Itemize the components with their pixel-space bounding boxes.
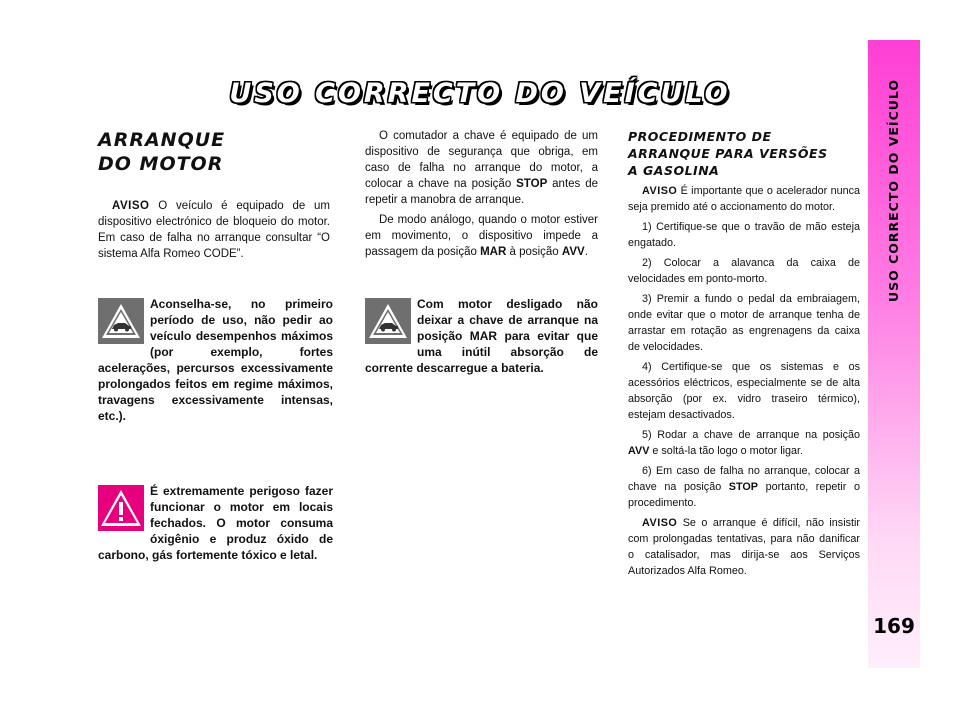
step-2: 2) Colocar a alavanca da caixa de velocidades em ponto-morto.	[628, 257, 860, 285]
aviso-paragraph	[98, 198, 330, 262]
warning-box-first-use	[98, 296, 333, 424]
text-run: e soltá-la tão logo o motor ligar.	[649, 445, 804, 457]
paragraph-stop	[365, 128, 598, 208]
warning-text: Aconselha-se, no primeiro período de uso, não pedir ao veículo desempenhos máximos (por exemplo, fortes acelerações, percursos excessivamente prolongados feitos em regime máximos, travagens excessivamente intensas, etc.).	[98, 297, 333, 423]
text-run: O comutador a chave é equipado de um dispositivo de segurança que obriga, em caso de falha no arranque do motor, a colocar a chave na posição	[365, 130, 598, 190]
car-warning-icon	[365, 298, 411, 344]
aviso-paragraph	[628, 515, 860, 579]
column-1	[98, 128, 330, 266]
heading-line: PROCEDIMENTO DE	[628, 129, 772, 144]
bold-term: STOP	[728, 481, 758, 493]
aviso-label: AVISO	[642, 185, 678, 197]
step-4: 4) Certifique-se que os sistemas e os acessórios eléctricos, especialmente se de alta absorção (por ex. vidro traseiro térmico), estejam desactivados.	[628, 361, 860, 421]
text-run: De modo análogo, quando o motor estiver em movimento, o dispositivo impede a passagem da posição	[365, 214, 598, 258]
aviso-text: O veículo é equipado de um dispositivo electrónico de bloqueio do motor. Em caso de falha no arranque consultar “O sistema Alfa Romeo CODE”.	[98, 200, 330, 260]
text-run: portanto, repetir o procedimento.	[628, 481, 860, 509]
bold-term: AVV	[628, 445, 650, 457]
step-5	[628, 427, 860, 459]
text-run: 5) Rodar a chave de arranque na posição	[642, 429, 860, 441]
aviso-label: AVISO	[642, 517, 678, 529]
section-heading-procedimento	[628, 128, 860, 179]
heading-line: ARRANQUE	[98, 129, 226, 151]
aviso-text: Se o arranque é difícil, não insistir com prolongadas tentativas, para não danificar o catalisador, mas dirija-se aos Serviços Autorizados Alfa Romeo.	[628, 517, 860, 577]
bold-term: AVV	[561, 246, 585, 258]
car-warning-icon	[98, 298, 144, 344]
aviso-label: AVISO	[112, 200, 150, 212]
step-1: 1) Certifique-se que o travão de mão esteja engatado.	[628, 221, 860, 249]
aviso-paragraph	[628, 183, 860, 215]
exclamation-warning-icon	[98, 485, 144, 531]
text-run: à posição	[506, 246, 562, 258]
column-3	[628, 128, 860, 583]
text-run: .	[584, 246, 588, 258]
warning-text: É extremamente perigoso fazer funcionar o motor em locais fechados. O motor consuma óxigênio e produz óxido de carbono, gás fortemente tóxico e letal.	[98, 484, 333, 562]
warning-box-danger	[98, 483, 333, 563]
step-6	[628, 463, 860, 511]
heading-line: A GASOLINA	[628, 163, 720, 178]
text-run: antes de repetir a manobra de arranque.	[365, 178, 598, 206]
bold-term: STOP	[516, 178, 548, 190]
step-3: 3) Premir a fundo o pedal da embraiagem, onde evitar que o motor de arranque tenha de arrastar em rotação as engrenagens da caixa de velocidades.	[628, 293, 860, 353]
heading-line: ARRANQUE PARA VERSÕES	[628, 146, 828, 161]
warning-text: Com motor desligado não deixar a chave de arranque na posição MAR para evitar que uma inútil absorção de corrente descarregue a bateria.	[365, 297, 598, 375]
section-heading-arranque	[98, 128, 330, 176]
text-run: 6) Em caso de falha no arranque, colocar a chave na posição	[628, 465, 860, 493]
aviso-text: É importante que o acelerador nunca seja premido até o accionamento do motor.	[628, 185, 860, 213]
page-title: USO CORRECTO DO VEÍCULO	[229, 78, 731, 109]
page-number: 169	[873, 614, 915, 638]
paragraph-mar-avv	[365, 212, 598, 260]
column-2	[365, 128, 598, 264]
heading-line: DO MOTOR	[98, 153, 224, 175]
side-label-text: USO CORRECTO DO VEÍCULO	[886, 78, 902, 302]
side-label	[868, 75, 920, 305]
bold-term: MAR	[480, 246, 507, 258]
warning-box-battery	[365, 296, 598, 376]
